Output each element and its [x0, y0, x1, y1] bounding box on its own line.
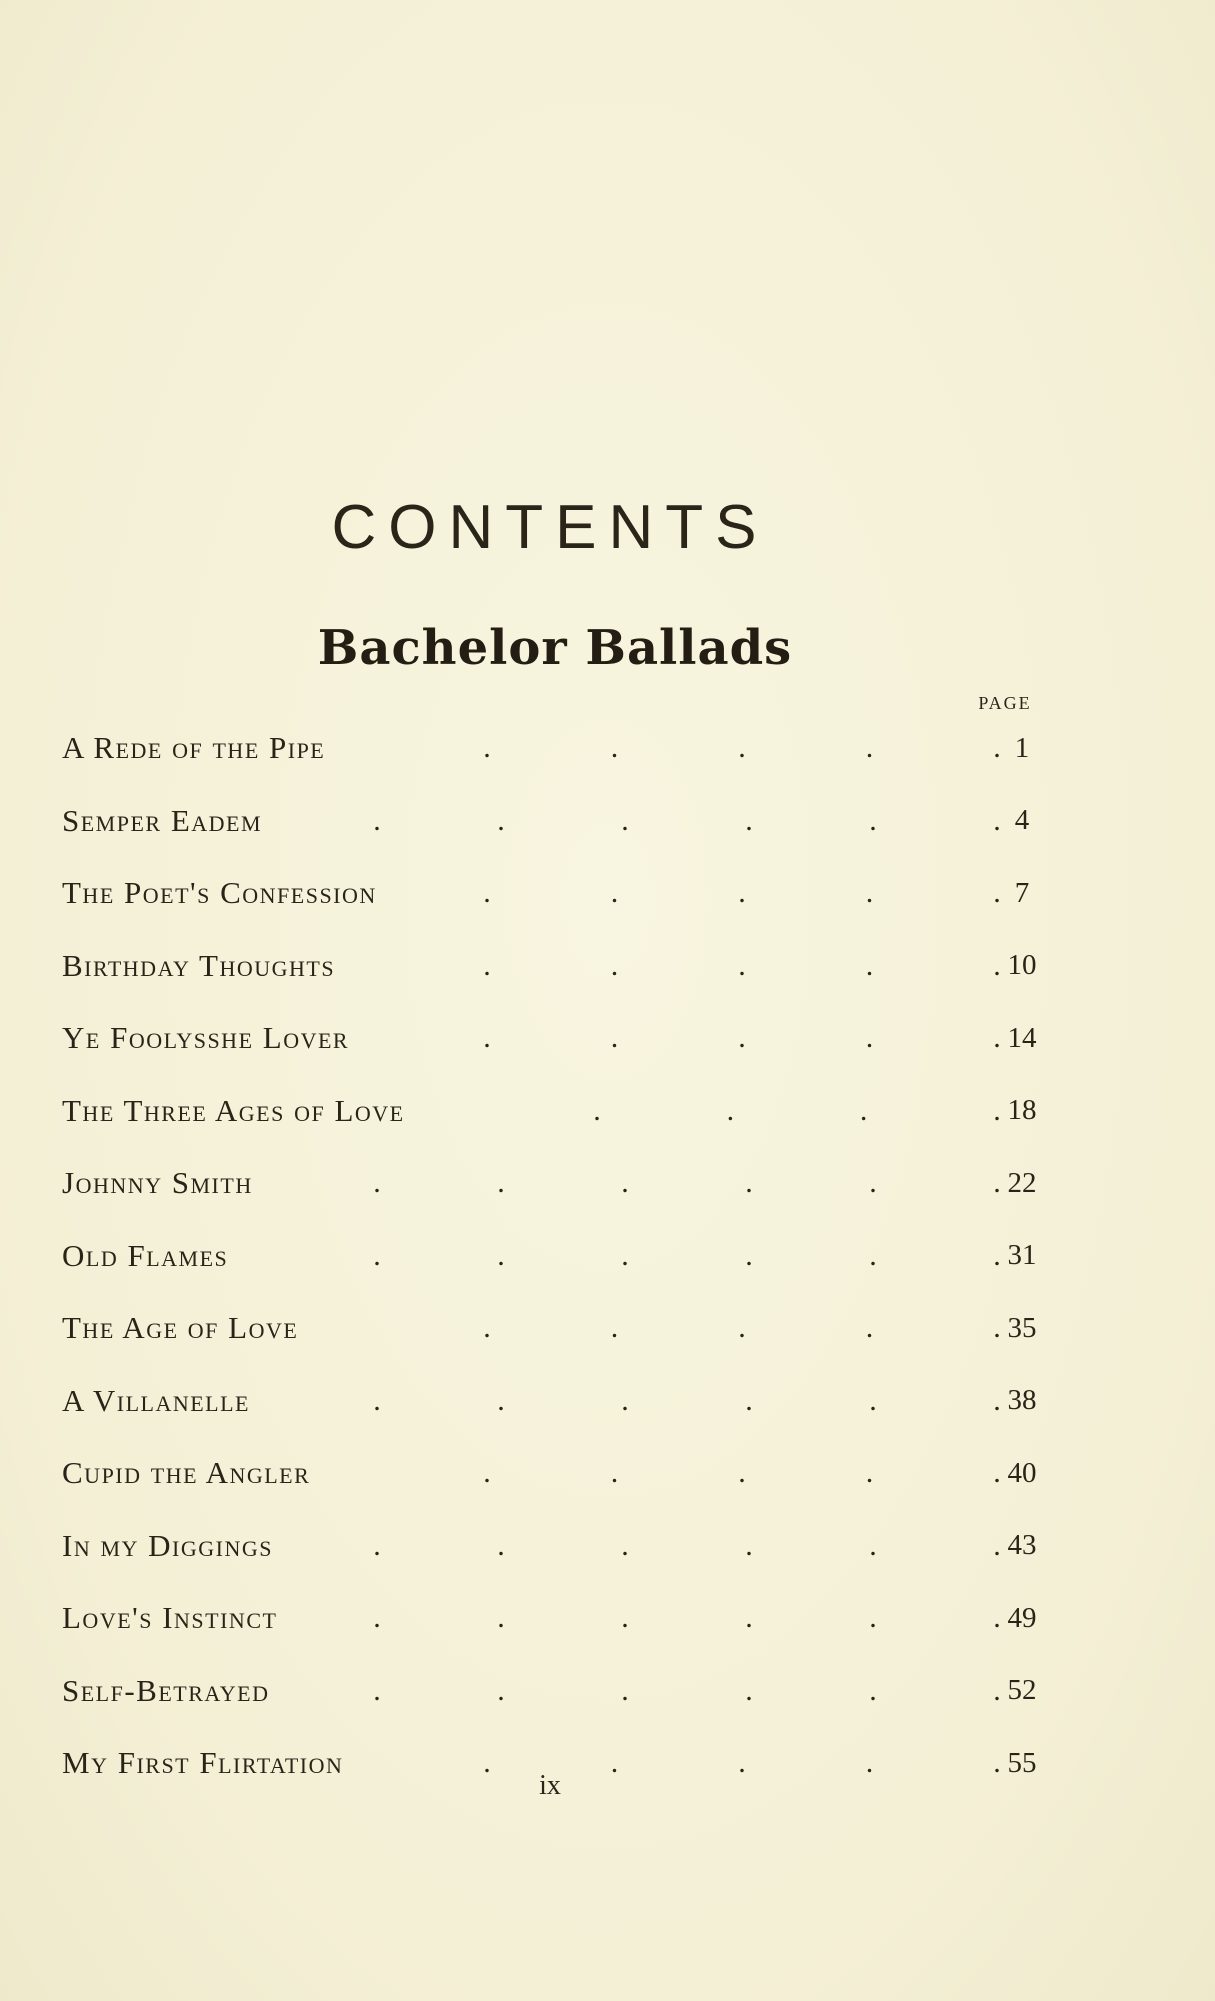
dot-leader: . . . . . .	[373, 1238, 1001, 1272]
toc-entry-title: Johnny Smith	[62, 1165, 253, 1201]
toc-entry-page: 43	[1007, 1529, 1037, 1562]
dot-leader: . . . . . .	[373, 1601, 1001, 1635]
toc-entry-title: The Poet's Confession	[62, 875, 377, 911]
toc-entry-page: 10	[1007, 949, 1037, 982]
dot-leader: . . . . . .	[373, 803, 1001, 837]
dot-leader: . . . . .	[483, 1311, 1001, 1345]
toc-entry-page: 22	[1007, 1166, 1037, 1199]
toc-entry	[62, 857, 1052, 930]
dot-leader: . . . . .	[483, 1021, 1001, 1055]
toc-entry	[62, 1220, 1052, 1293]
toc-entry	[62, 785, 1052, 858]
toc-entry	[62, 1582, 1052, 1655]
toc-entry	[62, 1147, 1052, 1220]
toc-entry-page: 40	[1007, 1456, 1037, 1489]
toc-entry	[62, 1002, 1052, 1075]
toc-entry-page: 38	[1007, 1384, 1037, 1417]
toc-entry	[62, 1437, 1052, 1510]
toc-entry	[62, 1655, 1052, 1728]
dot-leader: . . . . . .	[373, 1528, 1001, 1562]
toc-entry-page: 31	[1007, 1239, 1037, 1272]
toc-entry-title: The Age of Love	[62, 1310, 299, 1346]
toc-entry-page: 52	[1007, 1674, 1037, 1707]
toc-entry-page: 55	[1007, 1746, 1037, 1779]
toc-entry-page: 14	[1007, 1021, 1037, 1054]
dot-leader: . . . . . .	[373, 1673, 1001, 1707]
contents-heading: CONTENTS	[331, 493, 769, 562]
toc-entry-title: A Rede of the Pipe	[62, 730, 326, 766]
dot-leader: . . . . .	[483, 1746, 1001, 1780]
toc-entry-page: 7	[1014, 876, 1030, 909]
toc-entry-title: Self-Betrayed	[62, 1672, 270, 1708]
toc-entry-title: A Villanelle	[62, 1382, 250, 1418]
dot-leader: . . . . .	[483, 731, 1001, 765]
toc-entry-page: 35	[1007, 1311, 1037, 1344]
dot-leader: . . . . . .	[373, 1166, 1001, 1200]
toc-entry-title: Cupid the Angler	[62, 1455, 311, 1491]
toc-entry-title: Birthday Thoughts	[62, 947, 336, 983]
toc-entry	[62, 930, 1052, 1003]
toc-entry-title: Old Flames	[62, 1237, 229, 1273]
toc-entry	[62, 712, 1052, 785]
toc-entry-title: Ye Foolysshe Lover	[62, 1020, 350, 1056]
toc-entry-title: In my Diggings	[62, 1527, 273, 1563]
dot-leader: . . . . .	[483, 948, 1001, 982]
toc-entry	[62, 1365, 1052, 1438]
toc-entry-title: Semper Eadem	[62, 802, 263, 838]
page-column-label: PAGE	[978, 693, 1032, 713]
toc-entry-page: 4	[1014, 804, 1030, 837]
toc-entry-page: 1	[1014, 731, 1030, 764]
section-title: Bachelor Ballads	[317, 620, 793, 676]
toc-entry	[62, 1075, 1052, 1148]
toc-entry-page: 49	[1007, 1601, 1037, 1634]
toc-entry	[62, 1510, 1052, 1583]
dot-leader: . . . .	[593, 1093, 1001, 1127]
toc-entry	[62, 1292, 1052, 1365]
dot-leader: . . . . . .	[373, 1383, 1001, 1417]
toc-entry-page: 18	[1007, 1094, 1037, 1127]
page-folio: ix	[539, 1770, 561, 1801]
table-of-contents	[62, 712, 1052, 1800]
dot-leader: . . . . .	[483, 876, 1001, 910]
toc-entry-title: The Three Ages of Love	[62, 1092, 405, 1128]
toc-entry-title: Love's Instinct	[62, 1600, 278, 1636]
toc-entry-title: My First Flirtation	[62, 1745, 344, 1781]
dot-leader: . . . . .	[483, 1456, 1001, 1490]
